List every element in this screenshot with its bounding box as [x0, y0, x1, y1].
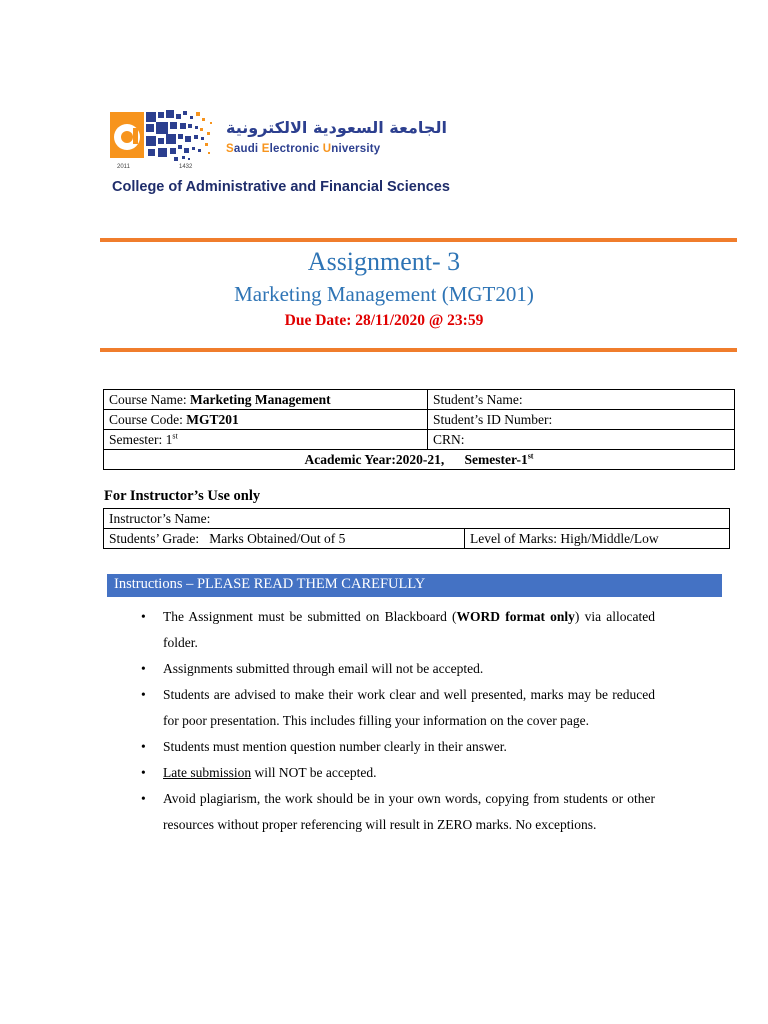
- logo-year-right: 1432: [179, 164, 193, 170]
- crn-cell[interactable]: CRN:: [428, 430, 735, 450]
- academic-year-cell: Academic Year:2020-21, Semester-1st: [104, 450, 735, 470]
- instructor-table: [103, 508, 730, 549]
- table-row: [104, 410, 735, 430]
- logo-english-name: Saudi Electronic University: [226, 143, 381, 155]
- instructor-use-heading: For Instructor’s Use only: [104, 488, 261, 504]
- bullet-icon: •: [141, 687, 146, 702]
- bottom-divider: [100, 348, 737, 352]
- due-date: Due Date: 28/11/2020 @ 23:59: [284, 312, 484, 329]
- table-row: [104, 529, 730, 549]
- list-item: • Students must mention question number clearly in their answer.: [141, 734, 655, 760]
- list-item: • The Assignment must be submitted on Blackboard (WORD format only) via allocated folder.: [141, 604, 655, 656]
- table-row: [104, 509, 730, 529]
- list-item: • Avoid plagiarism, the work should be in your own words, copying from students or other resources without proper referencing will result in ZERO marks. No exceptions.: [141, 786, 655, 838]
- bullet-icon: •: [141, 661, 146, 676]
- student-name-cell[interactable]: Student’s Name:: [428, 390, 735, 410]
- student-info-table: [103, 389, 735, 470]
- logo-year-left: 2011: [117, 164, 130, 170]
- course-name-cell: Course Name: Marketing Management: [104, 390, 428, 410]
- bullet-icon: •: [141, 739, 146, 754]
- course-title: Marketing Management (MGT201): [234, 282, 534, 306]
- table-row: [104, 390, 735, 410]
- list-item: • Assignments submitted through email will not be accepted.: [141, 656, 655, 682]
- college-name: College of Administrative and Financial Sciences: [112, 179, 450, 195]
- list-item: • Students are advised to make their work clear and well presented, marks may be reduced for poor presentation. This includes filling your information on the cover page.: [141, 682, 655, 734]
- assignment-title: Assignment- 3: [307, 247, 461, 276]
- seu-logo-mark: [108, 108, 223, 172]
- top-divider: [100, 238, 737, 242]
- level-of-marks-cell[interactable]: Level of Marks: High/Middle/Low: [465, 529, 730, 549]
- instructions-banner: Instructions – PLEASE READ THEM CAREFULLY: [107, 574, 722, 597]
- list-item: • Late submission will NOT be accepted.: [141, 760, 655, 786]
- student-id-cell[interactable]: Student’s ID Number:: [428, 410, 735, 430]
- bullet-icon: •: [141, 609, 146, 624]
- table-row: [104, 430, 735, 450]
- course-code-cell: Course Code: MGT201: [104, 410, 428, 430]
- table-row: [104, 450, 735, 470]
- semester-cell: Semester: 1st: [104, 430, 428, 450]
- logo-arabic-name: الجامعة السعودية الالكترونية: [226, 118, 447, 137]
- bullet-icon: •: [141, 791, 146, 806]
- instructions-list: [141, 604, 655, 838]
- bullet-icon: •: [141, 765, 146, 780]
- instructor-name-cell[interactable]: Instructor’s Name:: [104, 509, 730, 529]
- students-grade-cell[interactable]: Students’ Grade: Marks Obtained/Out of 5: [104, 529, 465, 549]
